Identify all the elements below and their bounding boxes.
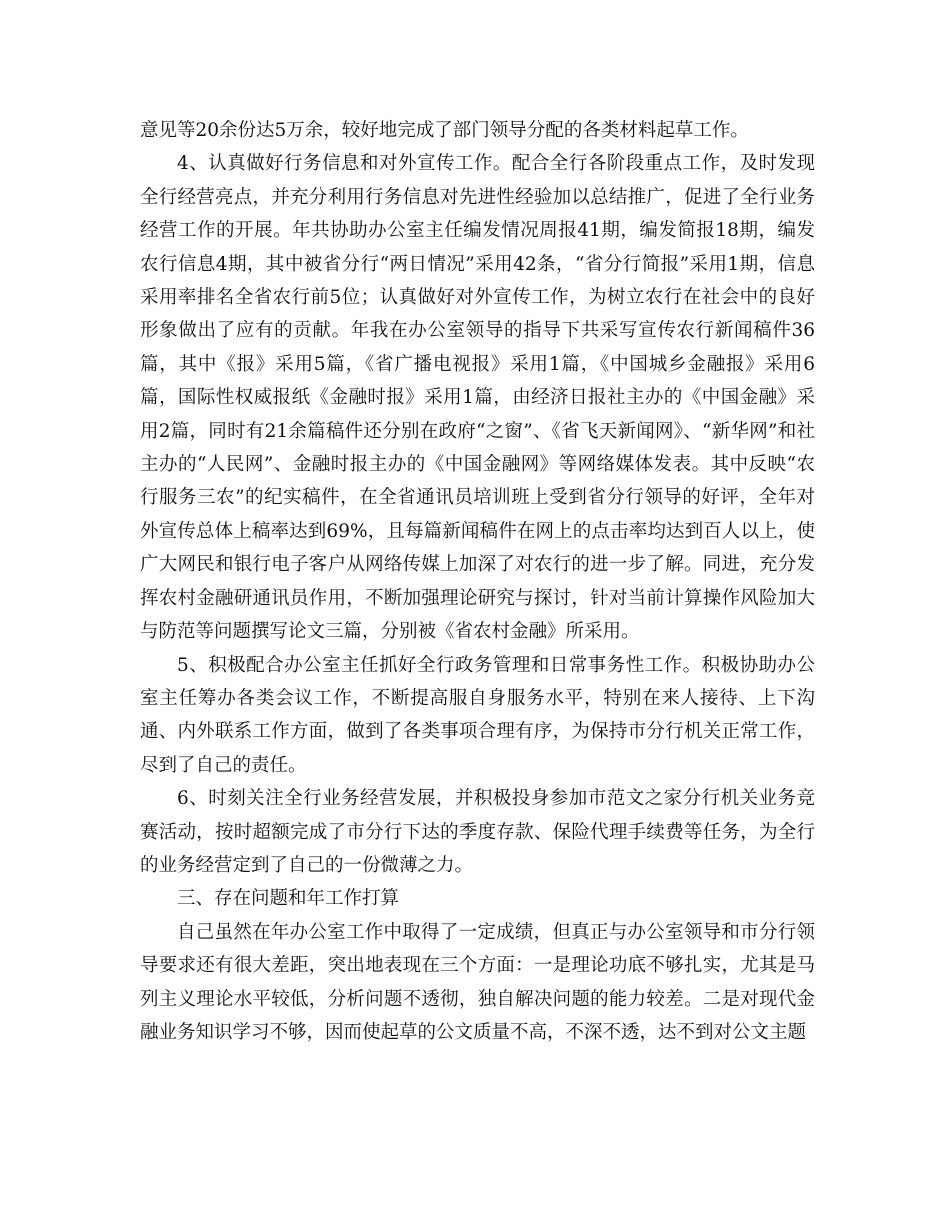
paragraph-item-4-publicity: 4、认真做好行务信息和对外宣传工作。配合全行各阶段重点工作，及时发现全行经营亮点，并充分利用行务信息对先进性经验加以总结推广，促进了全行业务经营工作的开展。年共协助办公室主任编发情况周报41期，编发简报18期，编发农行信息4期，其中被省分行“两日情况”采用42条，“省分行简报”采用1期，信息采用率排名全省农行前5位；认真做好对外宣传工作，为树立农行在社会中的良好形象做出了应有的贡献。年我在办公室领导的指导下共采写宣传农行新闻稿件36篇，其中《报》采用5篇，《省广播电视报》采用1篇，《中国城乡金融报》采用6篇，国际性权威报纸《金融时报》采用1篇，由经济日报社主办的《中国金融》采用2篇，同时有21余篇稿件还分别在政府“之窗”、《省飞天新闻网》、“新华网”和社主办的“人民网”、金融时报主办的《中国金融网》等网络媒体发表。其中反映“农行服务三农”的纪实稿件，在全省通讯员培训班上受到省分行领导的好评，全年对外宣传总体上稿率达到69%，且每篇新闻稿件在网上的点击率均达到百人以上，使广大网民和银行电子客户从网络传媒上加深了对农行的进一步了解。同进，充分发挥农村金融研通讯员作用，不断加强理论研究与探讨，针对当前计算操作风险加大与防范等问题撰写论文三篇，分别被《省农村金融》所采用。 xyxy=(140,153,815,643)
paragraph-continuation: 意见等20余份达5万余，较好地完成了部门领导分配的各类材料起草工作。 xyxy=(140,120,749,141)
paragraph-item-6-business: 6、时刻关注全行业务经营发展，并积极投身参加市范文之家分行机关业务竞赛活动，按时超额完成了市分行下达的季度存款、保险代理手续费等任务，为全行的业务经营定到了自己的一份微薄之力。 xyxy=(140,788,815,876)
document-body xyxy=(140,114,815,1049)
paragraph-item-5-administration: 5、积极配合办公室主任抓好全行政务管理和日常事务性工作。积极协助办公室主任筹办各类会议工作，不断提高服自身服务水平，特别在来人接待、上下沟通、内外联系工作方面，做到了各类事项合理有序，为保持市分行机关正常工作，尽到了自己的责任。 xyxy=(140,654,815,776)
section-heading-problems-plans: 三、存在问题和年工作打算 xyxy=(177,888,400,910)
paragraph-shortcomings: 自己虽然在年办公室工作中取得了一定成绩，但真正与办公室领导和市分行领导要求还有很大差距，突出地表现在三个方面：一是理论功底不够扎实，尤其是马列主义理论水平较低，分析问题不透彻，独自解决问题的能力较差。二是对现代金融业务知识学习不够，因而使起草的公文质量不高，不深不透，达不到对公文主题 xyxy=(140,921,815,1043)
